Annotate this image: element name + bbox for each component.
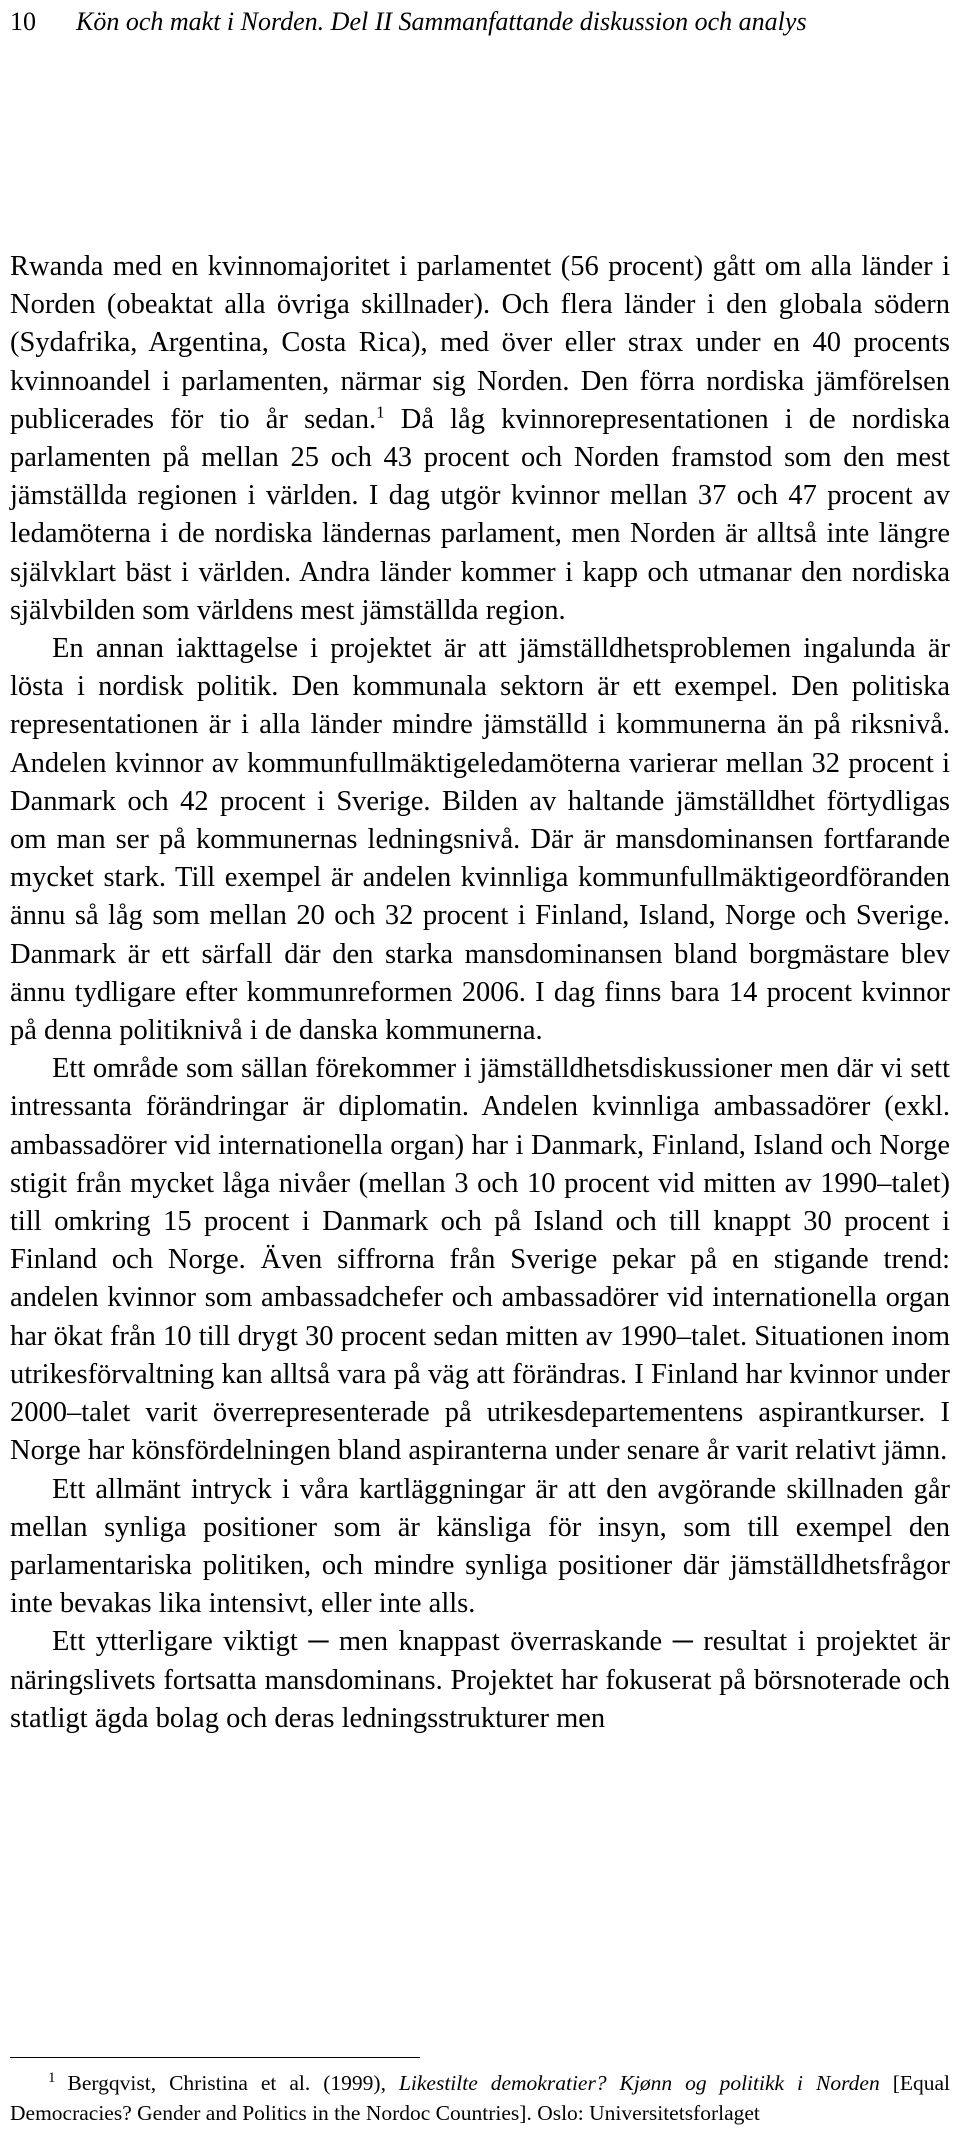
page-number: 10: [10, 7, 36, 36]
paragraph-text: Rwanda med en kvinnomajoritet i parlamentet (56 procent) gått om alla länder i Norden (obeaktat alla övriga skillnader). Och flera länder i den globala södern (Sydafrika, Argentina, Costa Rica), med över eller strax under en 40 procents kvinnoandel i parlamenten, närmar sig Norden. Den förra nordiska jämförelsen publicerades för tio år sedan.: [10, 251, 950, 435]
footnote-authors: Bergqvist, Christina et al. (1999),: [67, 2071, 386, 2095]
paragraph: [10, 248, 950, 630]
body-text: [10, 248, 950, 1738]
paragraph: Ett ytterligare viktigt ─ men knappast överraskande ─ resultat i projektet är näringslivets fortsatta mansdominans. Projektet har fokuserat på börsnoterade och statligt ägda bolag och deras ledningsstrukturer men: [10, 1626, 950, 1734]
footnote-reference[interactable]: 1: [376, 402, 385, 422]
page-header: [10, 6, 807, 38]
paragraph: Ett område som sällan förekommer i jämställdhetsdiskussioner men där vi sett intressanta förändringar är diplomatin. Andelen kvinnliga ambassadörer (exkl. ambassadörer vid internationella organ) har i Danmark, Finland, Island och Norge stigit från mycket låga nivåer (mellan 3 och 10 procent vid mitten av 1990–talet) till omkring 15 procent i Danmark och på Island och till knappt 30 procent i Finland och Norge. Även siffrorna från Sverige pekar på en stigande trend: andelen kvinnor som ambassadchefer och ambassadörer vid internationella organ har ökat från 10 till drygt 30 procent sedan mitten av 1990–talet. Situationen inom utrikesförvaltning kan alltså vara på väg att förändras. I Finland har kvinnor under 2000–talet varit överrepresenterade på utrikesdepartementens aspirantkurser. I Norge har könsfördelningen bland aspiranterna under senare år varit relativt jämn.: [10, 1053, 950, 1467]
running-title: Kön och makt i Norden. Del II Sammanfattande diskussion och analys: [76, 7, 807, 36]
paragraph-text: Då låg kvinnorepresentationen i de nordiska parlamenten på mellan 25 och 43 procent och Norden framstod som den mest jämställda regionen i världen. I dag utgör kvinnor mellan 37 och 47 procent av ledamöterna i de nordiska ländernas parlament, men Norden är alltså inte längre självklart bäst i världen. Andra länder kommer i kapp och utmanar den nordiska självbilden som världens mest jämställda region.: [10, 403, 950, 626]
paragraph: En annan iakttagelse i projektet är att jämställdhetsproblemen ingalunda är lösta i nordisk politik. Den kommunala sektorn är ett exempel. Den politiska representationen är i alla länder mindre jämställd i kommunerna än på riksnivå. Andelen kvinnor av kommunfullmäktigeledamöterna varierar mellan 32 procent i Danmark och 42 procent i Sverige. Bilden av haltande jämställdhet förtydligas om man ser på kommunernas ledningsnivå. Där är mansdominansen fortfarande mycket stark. Till exempel är andelen kvinnliga kommunfullmäktigeordföranden ännu så låg som mellan 20 och 32 procent i Finland, Island, Norge och Sverige. Danmark är ett särfall där den starka mansdominansen bland borgmästare blev ännu tydligare efter kommunreformen 2006. I dag finns bara 14 procent kvinnor på denna politiknivå i de danska kommunerna.: [10, 633, 950, 1047]
footnote-mark: 1: [48, 2069, 56, 2086]
paragraph: Ett allmänt intryck i våra kartläggningar är att den avgörande skillnaden går mellan synliga positioner som är känsliga för insyn, som till exempel den parlamentariska politiken, och mindre synliga positioner där jämställdhetsfrågor inte bevakas lika intensivt, eller inte alls.: [10, 1473, 950, 1620]
footnote-divider: [10, 2057, 420, 2058]
footnote-title: Likestilte demokratier? Kjønn og politikk i Norden: [398, 2071, 880, 2095]
footnote-rest: [Equal Democracies? Gender and Politics in the Nordoc Countries]. Oslo: Universitetsforlaget: [10, 2071, 950, 2125]
footnote: [10, 2068, 950, 2128]
